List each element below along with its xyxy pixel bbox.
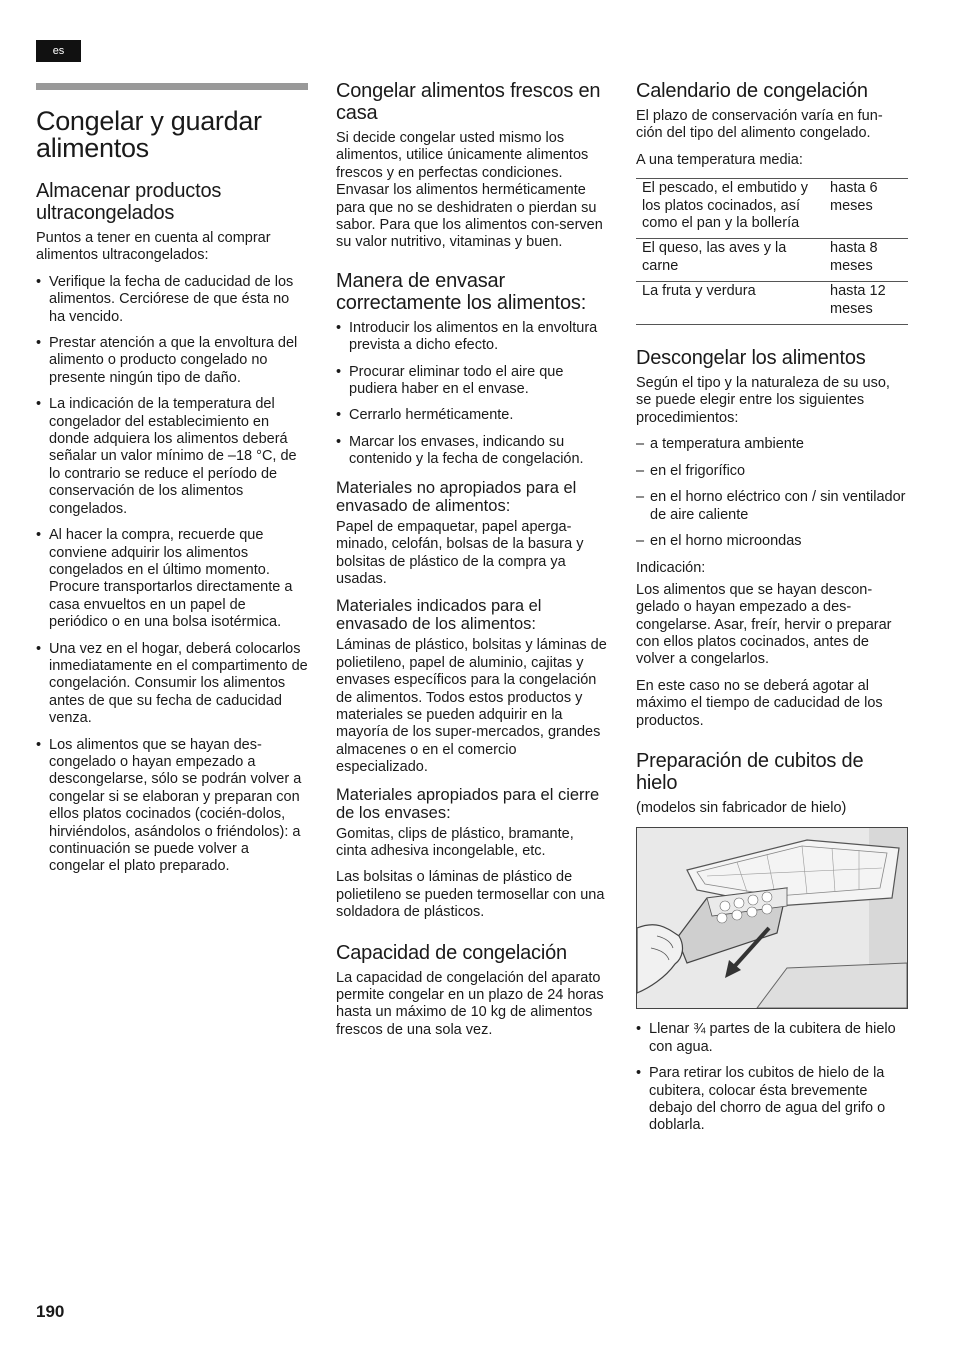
ice-tray-illustration bbox=[636, 827, 908, 1009]
text-descongelar: Según el tipo y la naturaleza de su uso, se puede elegir entre los siguientes procedimientos: bbox=[636, 375, 890, 426]
note-label: Indicación: bbox=[636, 560, 706, 577]
text-capacidad: La capacidad de congelación del aparato permite congelar en un plazo de 24 horas hasta un máximo de 10 kg de alimentos frescos de una sola vez. bbox=[336, 969, 604, 1038]
heading-cierre: Materiales apropiados para el cierre de los envases: bbox=[336, 785, 600, 822]
list-item: • Procurar eliminar todo el aire que pudiera haber en el envase. bbox=[336, 364, 608, 399]
heading-indicados: Materiales indicados para el envasado de los alimentos: bbox=[336, 597, 542, 634]
list-descongelar bbox=[636, 436, 908, 550]
note-text-2: En este caso no se deberá agotar al máximo el tiempo de caducidad de los productos. bbox=[636, 677, 883, 729]
table-row bbox=[636, 179, 908, 239]
table-row bbox=[636, 282, 908, 325]
list-item: – en el horno microondas bbox=[636, 533, 908, 550]
heading-almacenar: Almacenar productos ultracongelados bbox=[36, 180, 222, 224]
list-item: • Marcar los envases, indicando su contenido y la fecha de congelación. bbox=[336, 434, 608, 469]
table-cell-time: hasta 8 meses bbox=[826, 239, 908, 282]
list-envasar bbox=[336, 320, 608, 469]
text-no-apropiados: Papel de empaquetar, papel aperga-minado, celofán, bolsas de la basura y bolsitas de plástico de la compra ya usadas. bbox=[336, 518, 584, 587]
text-indicados: Láminas de plástico, bolsitas y láminas de polietileno, papel de aluminio, cajitas y envases específicos para la congelación de alimentos. Todos estos productos y materiales se pueden adquirir en la mayoría de los super-mercados, grandes almacenes o en el comercio especializado. bbox=[336, 637, 607, 776]
section-top-bar bbox=[36, 83, 308, 90]
list-item: – en el frigorífico bbox=[636, 463, 908, 480]
freezing-calendar-table bbox=[636, 178, 908, 325]
list-item: • Verifique la fecha de caducidad de los alimentos. Cerciórese de que ésta no ha vencido. bbox=[36, 274, 308, 326]
list-cubitos bbox=[636, 1021, 908, 1134]
intro-almacenar: Puntos a tener en cuenta al comprar alimentos ultracongelados: bbox=[36, 230, 271, 264]
heading-calendario: Calendario de congelación bbox=[636, 80, 868, 102]
table-cell-time: hasta 12 meses bbox=[826, 282, 908, 325]
heading-congelar-frescos: Congelar alimentos frescos en casa bbox=[336, 80, 601, 124]
column-2 bbox=[336, 80, 608, 1048]
list-almacenar bbox=[36, 274, 308, 876]
list-item: – a temperatura ambiente bbox=[636, 436, 908, 453]
heading-envasar: Manera de envasar correctamente los alimentos: bbox=[336, 269, 587, 314]
table-cell-time: hasta 6 meses bbox=[826, 179, 908, 239]
text-congelar-frescos: Si decide congelar usted mismo los alimentos, utilice únicamente alimentos frescos y en perfectas condiciones. Envasar los alimentos herméticamente para que no se deshidraten o pierdan su sabor. Para que los alimentos con-serven su valor nutritivo, vitaminas y buen. bbox=[336, 130, 603, 251]
text-cierre-2: Las bolsitas o láminas de plástico de polietileno se pueden termosellar con una soldadora de plásticos. bbox=[336, 869, 605, 921]
list-item: • Introducir los alimentos en la envoltura prevista a dicho efecto. bbox=[336, 320, 608, 355]
list-item: • Llenar ¾ partes de la cubitera de hielo con agua. bbox=[636, 1021, 908, 1056]
heading-cubitos: Preparación de cubitos de hielo bbox=[636, 749, 864, 794]
language-badge: es bbox=[36, 40, 81, 62]
text-temperatura: A una temperatura media: bbox=[636, 151, 803, 168]
note-text-1: Los alimentos que se hayan descon-gelado o hayan empezado a des-congelarse. Asar, freír, hervir o preparar con ellos platos cocinados, antes de volver a congelarlos. bbox=[636, 581, 892, 668]
list-item: – en el horno eléctrico con / sin ventilador de aire caliente bbox=[636, 489, 908, 524]
column-1 bbox=[36, 80, 308, 886]
table-row bbox=[636, 239, 908, 282]
page-number: 190 bbox=[36, 1302, 65, 1321]
table-cell-food: El queso, las aves y la carne bbox=[636, 239, 826, 282]
text-calendario: El plazo de conservación varía en fun-ción del tipo del alimento congelado. bbox=[636, 108, 883, 142]
table-cell-food: La fruta y verdura bbox=[636, 282, 826, 325]
heading-capacidad: Capacidad de congelación bbox=[336, 941, 567, 964]
heading-descongelar: Descongelar los alimentos bbox=[636, 347, 866, 370]
text-cierre-1: Gomitas, clips de plástico, bramante, cinta adhesiva incongelable, etc. bbox=[336, 825, 574, 859]
column-3 bbox=[636, 80, 908, 1145]
list-item: • Cerrarlo herméticamente. bbox=[336, 407, 608, 424]
heading-no-apropiados: Materiales no apropiados para el envasado de alimentos: bbox=[336, 478, 577, 515]
table-cell-food: El pescado, el embutido y los platos cocinados, así como el pan y la bollería bbox=[636, 179, 826, 239]
list-item: • Una vez en el hogar, deberá colocarlos inmediatamente en el compartimento de congelación. Consumir los alimentos antes de que su fecha de caducidad venza. bbox=[36, 641, 308, 728]
list-item: • Para retirar los cubitos de hielo de la cubitera, colocar ésta brevemente debajo del chorro de agua del grifo o doblarla. bbox=[636, 1065, 908, 1135]
list-item: • Al hacer la compra, recuerde que conviene adquirir los alimentos congelados en el último momento. Procure transportarlos directamente a casa envueltos en un papel de periódico o en una bolsa isotérmica. bbox=[36, 527, 308, 631]
page-title: Congelar y guardar alimentos bbox=[36, 106, 262, 163]
subtext-cubitos: (modelos sin fabricador de hielo) bbox=[636, 799, 847, 816]
list-item: • Los alimentos que se hayan des-congelado o hayan empezado a descongelarse, sólo se podrán volver a congelar si se elaboran y preparan con ellos platos cocinados (cocién-dolos, hirviéndolos, asándolos o friéndolos): a continuación se puede volver a congelar el plato preparado. bbox=[36, 737, 308, 876]
list-item: • Prestar atención a que la envoltura del alimento o producto congelado no presente ningún tipo de daño. bbox=[36, 335, 308, 387]
list-item: • La indicación de la temperatura del congelador del establecimiento en donde adquiera los alimentos deberá señalar un valor mínimo de –18 °C, de lo contrario se reduce el período de conservación de los alimentos congelados. bbox=[36, 396, 308, 518]
